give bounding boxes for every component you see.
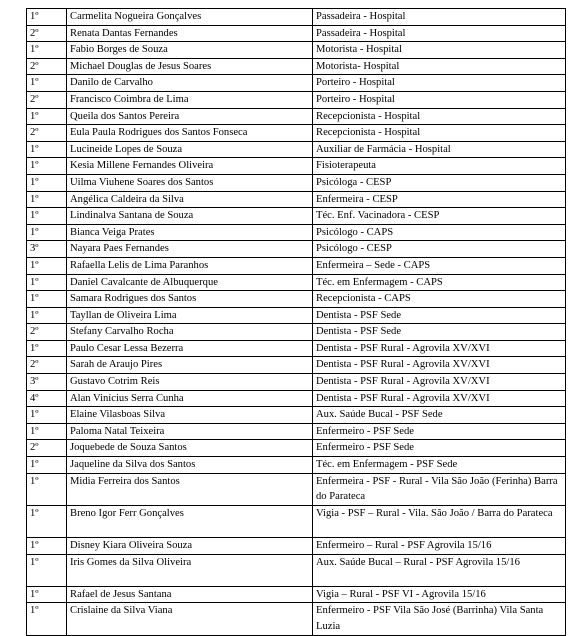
table-row <box>27 586 566 603</box>
rank-cell: 1º <box>27 42 67 59</box>
rank-cell: 1º <box>27 505 67 537</box>
table-row <box>27 473 566 505</box>
rank-cell: 2º <box>27 91 67 108</box>
name-cell: Alan Vinícius Serra Cunha <box>67 390 313 407</box>
role-cell: Porteiro - Hospital <box>313 91 566 108</box>
role-cell: Aux. Saúde Bucal – Rural - PSF Agrovila 15/16 <box>313 554 566 586</box>
rank-cell: 4º <box>27 390 67 407</box>
table-row <box>27 9 566 26</box>
rank-cell: 2º <box>27 125 67 142</box>
role-cell: Dentista - PSF Rural - Agrovila XV/XVI <box>313 340 566 357</box>
rank-cell: 1º <box>27 586 67 603</box>
name-cell: Kesia Millene Fernandes Oliveira <box>67 158 313 175</box>
name-cell: Breno Igor Ferr Gonçalves <box>67 505 313 537</box>
role-cell: Motorista - Hospital <box>313 42 566 59</box>
table-row <box>27 108 566 125</box>
name-cell: Jaqueline da Silva dos Santos <box>67 457 313 474</box>
role-cell: Motorista- Hospital <box>313 58 566 75</box>
role-cell: Vigia – Rural - PSF VI - Agrovila 15/16 <box>313 586 566 603</box>
table-row <box>27 340 566 357</box>
name-cell: Eula Paula Rodrigues dos Santos Fonseca <box>67 125 313 142</box>
rank-cell: 1º <box>27 554 67 586</box>
name-cell: Samara Rodrigues dos Santos <box>67 291 313 308</box>
name-cell: Paulo Cesar Lessa Bezerra <box>67 340 313 357</box>
rank-cell: 1º <box>27 307 67 324</box>
table-row <box>27 125 566 142</box>
name-cell: Crislaine da Silva Viana <box>67 603 313 635</box>
name-cell: Disney Kiara Oliveira Souza <box>67 538 313 555</box>
table-row <box>27 158 566 175</box>
table-row <box>27 191 566 208</box>
role-cell: Recepcionista - Hospital <box>313 108 566 125</box>
table-row <box>27 505 566 537</box>
name-cell: Stefany Carvalho Rocha <box>67 324 313 341</box>
name-cell: Bianca Veiga Prates <box>67 224 313 241</box>
rank-cell: 1º <box>27 603 67 635</box>
table-row <box>27 440 566 457</box>
role-cell: Enfermeiro - PSF Sede <box>313 440 566 457</box>
rank-cell: 3º <box>27 374 67 391</box>
table-row <box>27 291 566 308</box>
name-cell: Lindinalva Santana de Souza <box>67 208 313 225</box>
role-cell: Psicóloga - CESP <box>313 174 566 191</box>
results-table <box>26 8 566 636</box>
role-cell: Dentista - PSF Rural - Agrovila XV/XVI <box>313 357 566 374</box>
results-table-body <box>27 9 566 636</box>
name-cell: Gustavo Cotrim Reis <box>67 374 313 391</box>
rank-cell: 3º <box>27 241 67 258</box>
name-cell: Michael Douglas de Jesus Soares <box>67 58 313 75</box>
role-cell: Téc. em Enfermagem - CAPS <box>313 274 566 291</box>
rank-cell: 1º <box>27 538 67 555</box>
rank-cell: 1º <box>27 174 67 191</box>
rank-cell: 1º <box>27 291 67 308</box>
name-cell: Uilma Viuhene Soares dos Santos <box>67 174 313 191</box>
role-cell: Fisioterapeuta <box>313 158 566 175</box>
role-cell: Enfermeira – Sede - CAPS <box>313 257 566 274</box>
role-cell: Enfermeiro – Rural - PSF Agrovila 15/16 <box>313 538 566 555</box>
rank-cell: 1º <box>27 457 67 474</box>
rank-cell: 2º <box>27 357 67 374</box>
table-row <box>27 307 566 324</box>
rank-cell: 2º <box>27 58 67 75</box>
role-cell: Dentista - PSF Sede <box>313 324 566 341</box>
table-row <box>27 241 566 258</box>
table-row <box>27 538 566 555</box>
rank-cell: 1º <box>27 9 67 26</box>
role-cell: Enfermeira - PSF - Rural - Vila São João (Ferinha) Barra do Parateca <box>313 473 566 505</box>
role-cell: Vigia - PSF – Rural - Vila. São João / Barra do Parateca <box>313 505 566 537</box>
role-cell: Passadeira - Hospital <box>313 9 566 26</box>
name-cell: Rafael de Jesus Santana <box>67 586 313 603</box>
rank-cell: 1º <box>27 340 67 357</box>
rank-cell: 1º <box>27 473 67 505</box>
name-cell: Nayara Paes Fernandes <box>67 241 313 258</box>
role-cell: Auxiliar de Farmácia - Hospital <box>313 141 566 158</box>
role-cell: Psicólogo - CESP <box>313 241 566 258</box>
name-cell: Joquebede de Souza Santos <box>67 440 313 457</box>
name-cell: Paloma Natal Teixeira <box>67 423 313 440</box>
rank-cell: 1º <box>27 191 67 208</box>
name-cell: Renata Dantas Fernandes <box>67 25 313 42</box>
rank-cell: 1º <box>27 224 67 241</box>
rank-cell: 2º <box>27 25 67 42</box>
table-row <box>27 554 566 586</box>
name-cell: Iris Gomes da Silva Oliveira <box>67 554 313 586</box>
rank-cell: 1º <box>27 407 67 424</box>
table-row <box>27 274 566 291</box>
rank-cell: 1º <box>27 75 67 92</box>
role-cell: Enfermeira - CESP <box>313 191 566 208</box>
role-cell: Téc. em Enfermagem - PSF Sede <box>313 457 566 474</box>
table-row <box>27 58 566 75</box>
table-row <box>27 224 566 241</box>
results-document <box>26 8 566 636</box>
table-row <box>27 25 566 42</box>
name-cell: Francisco Coimbra de Lima <box>67 91 313 108</box>
table-row <box>27 257 566 274</box>
table-row <box>27 324 566 341</box>
table-row <box>27 357 566 374</box>
table-row <box>27 42 566 59</box>
table-row <box>27 208 566 225</box>
name-cell: Carmelita Nogueira Gonçalves <box>67 9 313 26</box>
name-cell: Angélica Caldeira da Silva <box>67 191 313 208</box>
role-cell: Recepcionista - Hospital <box>313 125 566 142</box>
name-cell: Lucineide Lopes de Souza <box>67 141 313 158</box>
table-row <box>27 390 566 407</box>
name-cell: Daniel Cavalcante de Albuquerque <box>67 274 313 291</box>
rank-cell: 1º <box>27 158 67 175</box>
table-row <box>27 75 566 92</box>
role-cell: Passadeira - Hospital <box>313 25 566 42</box>
name-cell: Queila dos Santos Pereira <box>67 108 313 125</box>
rank-cell: 1º <box>27 257 67 274</box>
role-cell: Enfermeiro - PSF Vila São José (Barrinha) Vila Santa Luzia <box>313 603 566 635</box>
role-cell: Aux. Saúde Bucal - PSF Sede <box>313 407 566 424</box>
table-row <box>27 91 566 108</box>
table-row <box>27 423 566 440</box>
rank-cell: 1º <box>27 274 67 291</box>
name-cell: Danilo de Carvalho <box>67 75 313 92</box>
rank-cell: 1º <box>27 423 67 440</box>
role-cell: Enfermeiro - PSF Sede <box>313 423 566 440</box>
table-row <box>27 603 566 635</box>
role-cell: Dentista - PSF Rural - Agrovila XV/XVI <box>313 374 566 391</box>
table-row <box>27 174 566 191</box>
table-row <box>27 374 566 391</box>
rank-cell: 1º <box>27 208 67 225</box>
rank-cell: 1º <box>27 141 67 158</box>
rank-cell: 1º <box>27 108 67 125</box>
name-cell: Sarah de Araujo Pires <box>67 357 313 374</box>
role-cell: Recepcionista - CAPS <box>313 291 566 308</box>
name-cell: Rafaella Lelis de Lima Paranhos <box>67 257 313 274</box>
table-row <box>27 457 566 474</box>
role-cell: Dentista - PSF Sede <box>313 307 566 324</box>
name-cell: Tayllan de Oliveira Lima <box>67 307 313 324</box>
role-cell: Téc. Enf. Vacinadora - CESP <box>313 208 566 225</box>
name-cell: Elaine Vilasboas Silva <box>67 407 313 424</box>
rank-cell: 2º <box>27 440 67 457</box>
role-cell: Psicólogo - CAPS <box>313 224 566 241</box>
name-cell: Fabio Borges de Souza <box>67 42 313 59</box>
rank-cell: 2º <box>27 324 67 341</box>
table-row <box>27 407 566 424</box>
table-row <box>27 141 566 158</box>
role-cell: Dentista - PSF Rural - Agrovila XV/XVI <box>313 390 566 407</box>
role-cell: Porteiro - Hospital <box>313 75 566 92</box>
name-cell: Midia Ferreira dos Santos <box>67 473 313 505</box>
